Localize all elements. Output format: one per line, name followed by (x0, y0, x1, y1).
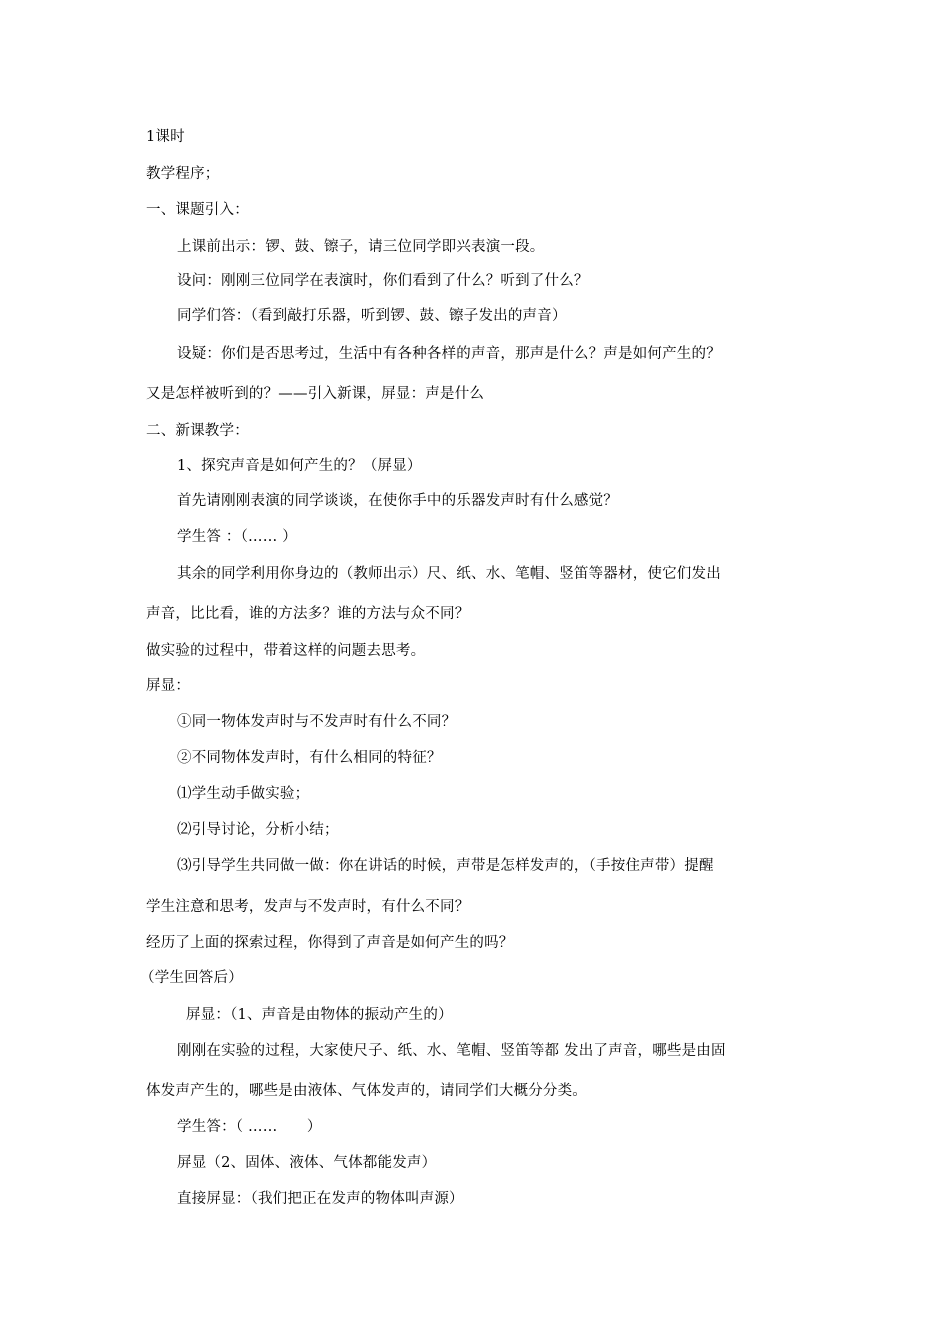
paragraph-line: 同学们答：（看到敲打乐器，听到锣、鼓、镲子发出的声音） (177, 308, 567, 324)
paragraph-line: 体发声产生的，哪些是由液体、气体发声的，请同学们大概分分类。 (146, 1083, 587, 1099)
paragraph-line: 刚刚在实验的过程，大家使尺子、纸、水、笔帽、竖笛等都 发出了声音，哪些是由固 (177, 1043, 726, 1059)
section-heading-procedure: 教学程序； (146, 166, 220, 182)
list-item: ⑶引导学生共同做一做：你在讲话的时候，声带是怎样发声的，（手按住声带）提醒 (177, 858, 714, 874)
paragraph-line: 1、探究声音是如何产生的？（屏显） (177, 458, 422, 474)
paragraph-line: 设疑：你们是否思考过，生活中有各种各样的声音，那声是什么？声是如何产生的？ (177, 346, 721, 362)
lesson-duration: 1课时 (146, 129, 185, 145)
paragraph-line: 直接屏显：（我们把正在发声的物体叫声源） (177, 1191, 464, 1207)
paragraph-line: 学生答 ：（…… ） (177, 529, 297, 545)
paragraph-line: 屏显： (146, 678, 191, 694)
paragraph-line: 做实验的过程中，带着这样的问题去思考。 (146, 643, 426, 659)
paragraph-line: 又是怎样被听到的？——引入新课，屏显：声是什么 (146, 386, 485, 402)
list-item: ⑴学生动手做实验； (177, 786, 310, 802)
paragraph-line: 学生注意和思考，发声与不发声时，有什么不同？ (146, 899, 470, 915)
paragraph-line: 首先请刚刚表演的同学谈谈，在使你手中的乐器发声时有什么感觉？ (177, 493, 618, 509)
section-heading-intro: 一、课题引入： (146, 202, 249, 218)
list-item: ②不同物体发声时，有什么相同的特征？ (177, 750, 442, 766)
paragraph-line: 设问：刚刚三位同学在表演时，你们看到了什么？听到了什么？ (177, 273, 589, 289)
list-item: ⑵引导讨论，分析小结； (177, 822, 339, 838)
paragraph-line: 学生答：（ …… ） (177, 1119, 322, 1135)
paragraph-line: 上课前出示：锣、鼓、镲子，请三位同学即兴表演一段。 (177, 239, 545, 255)
paragraph-line: 其余的同学利用你身边的（教师出示）尺、纸、水、笔帽、竖笛等器材，使它们发出 (177, 566, 721, 582)
list-item: ①同一物体发声时与不发声时有什么不同？ (177, 714, 457, 730)
paragraph-line: 屏显：（1、声音是由物体的振动产生的） (186, 1007, 453, 1023)
paragraph-line: 屏显（2、固体、液体、气体都能发声） (177, 1155, 437, 1171)
paragraph-line: 声音，比比看，谁的方法多？谁的方法与众不同？ (146, 606, 470, 622)
section-heading-new-lesson: 二、新课教学： (146, 423, 249, 439)
paragraph-line: （学生回答后） (140, 970, 243, 986)
paragraph-line: 经历了上面的探索过程，你得到了声音是如何产生的吗？ (146, 935, 514, 951)
